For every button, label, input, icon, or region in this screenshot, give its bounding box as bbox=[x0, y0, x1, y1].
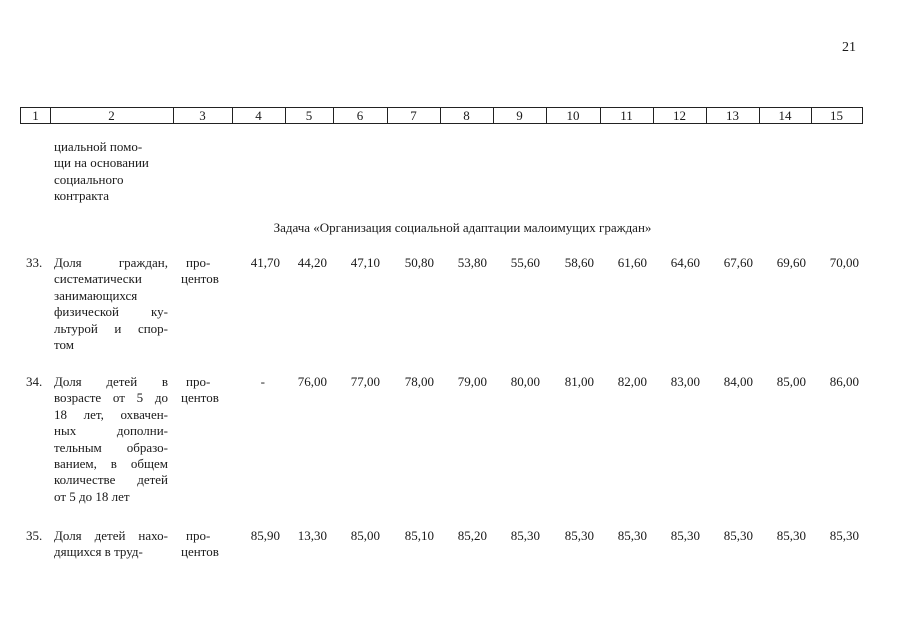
row-number: 34. bbox=[26, 374, 43, 389]
header-col-10: 10 bbox=[566, 108, 580, 123]
value-cell: 55,60 bbox=[510, 255, 540, 270]
header-col-8: 8 bbox=[463, 108, 470, 123]
value-cell: 53,80 bbox=[457, 255, 487, 270]
value-cell: 85,20 bbox=[457, 528, 487, 543]
value-cell: 85,10 bbox=[404, 528, 434, 543]
value-cell: 13,30 bbox=[297, 528, 327, 543]
table-header-row bbox=[20, 107, 863, 124]
value-cell: 69,60 bbox=[776, 255, 806, 270]
value-cell: - bbox=[260, 374, 265, 389]
header-col-11: 11 bbox=[620, 108, 633, 123]
header-col-12: 12 bbox=[673, 108, 686, 123]
header-col-4: 4 bbox=[255, 108, 262, 123]
unit-line: про- bbox=[186, 528, 211, 543]
header-col-6: 6 bbox=[356, 108, 364, 123]
value-cell: 61,60 bbox=[617, 255, 647, 270]
indicator-name-line: 18 лет, охвачен- bbox=[54, 406, 168, 422]
unit-line: центов bbox=[181, 271, 219, 286]
value-cell: 85,30 bbox=[670, 528, 700, 543]
value-cell: 64,60 bbox=[670, 255, 700, 270]
unit-line: про- bbox=[186, 374, 211, 389]
value-cell: 85,90 bbox=[250, 528, 280, 543]
indicator-name-line: Доля граждан, bbox=[54, 255, 168, 270]
indicator-name-line: дящихся в труд- bbox=[54, 544, 143, 560]
header-col-9: 9 bbox=[516, 108, 523, 123]
indicator-name-line: от 5 до 18 лет bbox=[54, 488, 130, 504]
header-col-2: 2 bbox=[108, 108, 115, 123]
unit-line: про- bbox=[186, 255, 211, 270]
value-cell: 85,00 bbox=[776, 374, 806, 389]
value-cell: 85,30 bbox=[829, 528, 859, 543]
value-cell: 85,30 bbox=[564, 528, 594, 543]
value-cell: 85,30 bbox=[617, 528, 647, 543]
header-col-1: 1 bbox=[32, 108, 39, 123]
indicator-name-line: Доля детей в bbox=[54, 374, 168, 389]
value-cell: 80,00 bbox=[510, 374, 540, 389]
indicator-name bbox=[54, 255, 168, 353]
value-cell: 86,00 bbox=[829, 374, 859, 389]
indicator-name-line: Доля детей нахо- bbox=[54, 528, 168, 543]
continuation-text: циальной помо- щи на основании социального контракта bbox=[54, 139, 149, 204]
indicator-name-line: том bbox=[54, 337, 74, 353]
header-col-13: 13 bbox=[726, 108, 739, 123]
unit-line: центов bbox=[181, 390, 219, 405]
value-cell: 81,00 bbox=[564, 374, 594, 389]
value-cell: 85,30 bbox=[776, 528, 806, 543]
value-cell: 83,00 bbox=[670, 374, 700, 389]
indicator-name-line: ных дополни- bbox=[54, 423, 168, 439]
value-cell: 85,30 bbox=[723, 528, 753, 543]
value-cell: 84,00 bbox=[723, 374, 753, 389]
indicator-name-line: возрасте от 5 до bbox=[54, 390, 168, 406]
indicator-name-line: льтурой и спор- bbox=[54, 320, 168, 336]
value-cell: 82,00 bbox=[617, 374, 647, 389]
value-cell: 41,70 bbox=[250, 255, 280, 270]
header-col-7: 7 bbox=[410, 108, 417, 123]
indicator-name-line: физической ку- bbox=[54, 304, 168, 320]
indicator-name-line: занимающихся bbox=[54, 287, 138, 303]
page-number: 21 bbox=[842, 40, 856, 55]
value-cell: 67,60 bbox=[723, 255, 753, 270]
indicator-name-line: систематически bbox=[54, 271, 142, 287]
value-cell: 76,00 bbox=[297, 374, 327, 389]
row-number: 35. bbox=[26, 528, 43, 543]
indicator-name bbox=[54, 374, 168, 505]
header-col-14: 14 bbox=[778, 108, 792, 123]
value-cell: 85,00 bbox=[350, 528, 380, 543]
indicator-name-line: количестве детей bbox=[54, 472, 168, 488]
row-number: 33. bbox=[26, 255, 43, 270]
indicator-name-line: тельным образо- bbox=[54, 439, 168, 455]
value-cell: 70,00 bbox=[829, 255, 859, 270]
value-cell: 77,00 bbox=[350, 374, 380, 389]
value-cell: 58,60 bbox=[564, 255, 594, 270]
header-col-15: 15 bbox=[830, 108, 843, 123]
value-cell: 78,00 bbox=[404, 374, 434, 389]
indicator-name-line: ванием, в общем bbox=[54, 456, 168, 472]
value-cell: 47,10 bbox=[350, 255, 380, 270]
value-cell: 85,30 bbox=[510, 528, 540, 543]
header-col-3: 3 bbox=[199, 108, 206, 123]
header-col-5: 5 bbox=[305, 108, 313, 123]
unit-line: центов bbox=[181, 544, 219, 559]
task-title: Задача «Организация социальной адаптации малоимущих граждан» bbox=[273, 220, 652, 235]
value-cell: 50,80 bbox=[404, 255, 434, 270]
indicator-name bbox=[54, 528, 168, 561]
value-cell: 79,00 bbox=[457, 374, 487, 389]
value-cell: 44,20 bbox=[297, 255, 327, 270]
